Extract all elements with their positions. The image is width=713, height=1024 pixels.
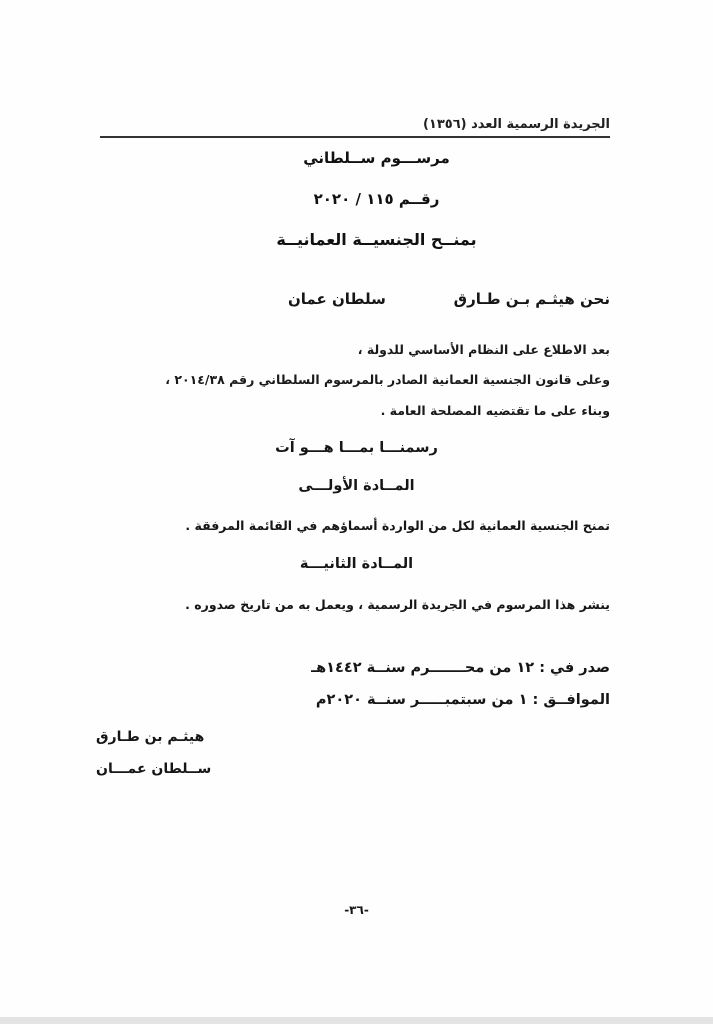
recital-3: وبناء على ما تقتضيه المصلحة العامة . <box>380 403 610 418</box>
page-bottom-edge <box>0 1017 713 1024</box>
preamble-issuer: نحن هيثـم بـن طـارق <box>453 290 610 308</box>
decree-title: مرســـوم ســلطاني <box>303 149 450 167</box>
article-2-heading: المــادة الثانيـــة <box>299 556 414 572</box>
gazette-header: الجريدة الرسمية العدد (١٣٥٦) <box>422 117 610 132</box>
signature-title: ســلطان عمـــان <box>96 761 212 777</box>
decree-heading: رسمنـــا بمـــا هـــو آت <box>275 440 438 456</box>
issued-date: صدر في : ١٢ من محـــــــرم سنــة ١٤٤٢هـ <box>311 660 610 676</box>
corresponding-date: الموافــق : ١ من سبتمبـــــر سنــة ٢٠٢٠م <box>315 692 610 708</box>
decree-subject: بمنــح الجنسيــة العمانيــة <box>276 230 477 249</box>
article-1-heading: المــادة الأولـــى <box>298 478 415 494</box>
header-divider <box>100 136 610 138</box>
decree-number: رقــم ١١٥ / ٢٠٢٠ <box>313 190 440 208</box>
page-number: -٣٦- <box>344 903 369 917</box>
recital-1: بعد الاطلاع على النظام الأساسي للدولة ، <box>357 342 610 357</box>
article-1-text: تمنح الجنسية العمانية لكل من الواردة أسماؤهم في القائمة المرفقة . <box>185 518 610 533</box>
article-2-text: ينشر هذا المرسوم في الجريدة الرسمية ، ويعمل به من تاريخ صدوره . <box>185 597 610 612</box>
recital-2: وعلى قانون الجنسية العمانية الصادر بالمرسوم السلطاني رقم ٢٠١٤/٣٨ ، <box>165 372 610 387</box>
preamble-issuer-title: سلطان عمان <box>288 290 386 308</box>
signature-name: هيثـم بن طـارق <box>96 729 205 745</box>
